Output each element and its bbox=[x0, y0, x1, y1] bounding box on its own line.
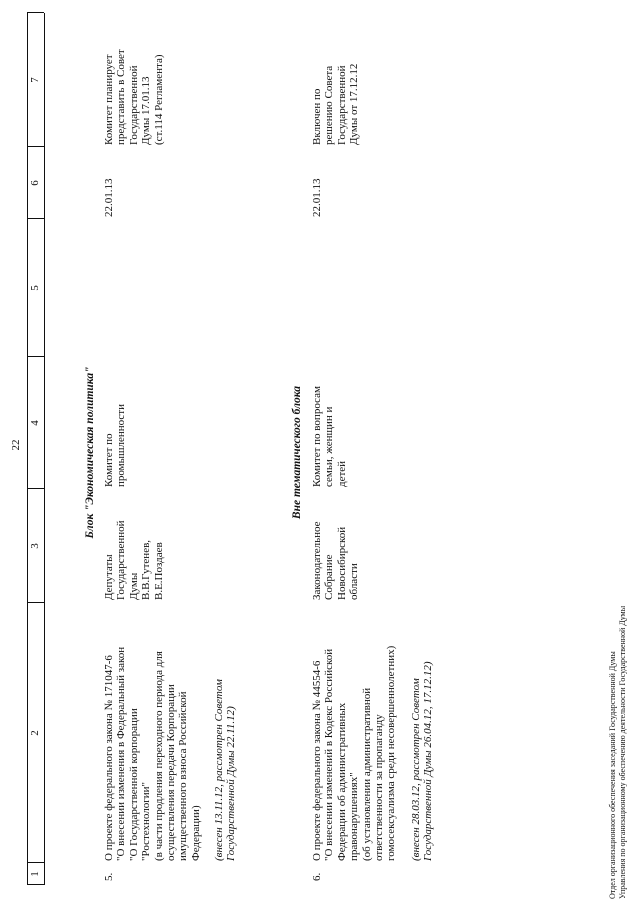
column-number-6: 6 bbox=[29, 180, 41, 186]
section-heading-economic: Блок "Экономическая политика" bbox=[84, 366, 96, 539]
header-top-border bbox=[27, 13, 28, 885]
bill-description: О проекте федерального закона № 171047-6 "О внесении изменения в Федеральный закон "О Государственной корпорации "Ростехнологии" (в части продления переходного периода для осуществления передачи Корпорации имущественного взноса Российской Федерации) bbox=[103, 646, 202, 861]
column-number-5: 5 bbox=[29, 285, 41, 291]
column-number-2: 2 bbox=[29, 730, 41, 736]
responsible-committee: Комитет по вопросам семьи, женщин и детей bbox=[311, 386, 348, 487]
header-bottom-border bbox=[44, 13, 45, 885]
section-heading-outside-block: Вне тематического блока bbox=[291, 385, 303, 520]
column-number-3: 3 bbox=[29, 543, 41, 549]
column-number-1: 1 bbox=[29, 871, 41, 877]
bill-authors: Депутаты Государственной Думы В.В.Гутенев, В.Е.Поздаев bbox=[103, 520, 165, 600]
footer-line-1: Отдел организационного обеспечения заседаний Государственной Думы bbox=[608, 651, 617, 899]
row-number: 5. bbox=[103, 872, 115, 881]
status: Включен по решению Совета Государственной Думы от 17.12.12 bbox=[311, 63, 361, 145]
column-number-7: 7 bbox=[29, 77, 41, 83]
responsible-committee: Комитет по промышленности bbox=[103, 404, 128, 487]
bill-submission-note: (внесен 28.03.12, рассмотрен Советом Государственной Думы 26.04.12, 17.12.12) bbox=[410, 661, 435, 861]
status: Комитет планирует представить в Совет Государственной Думы 17.01.13 (ст.114 Регламента) bbox=[103, 49, 165, 145]
date: 22.01.13 bbox=[311, 178, 323, 217]
footer-line-2: Управления по организационному обеспечению деятельности Государственной Думы bbox=[618, 605, 627, 899]
date: 22.01.13 bbox=[103, 178, 115, 217]
bill-authors: Законодательное Собрание Новосибирской области bbox=[311, 521, 361, 600]
row-number: 6. bbox=[311, 872, 323, 881]
bill-description: О проекте федерального закона № 44554-6 "О внесении изменений в Кодекс Российской Федерации об административных правонарушениях" (об установлении административной ответственности за пропаганду гомосексуализма среди несовершеннолетних) bbox=[311, 645, 398, 861]
page-number: 22 bbox=[10, 439, 22, 451]
bill-submission-note: (внесен 13.11.12, рассмотрен Советом Государственной Думы 22.11.12) bbox=[213, 679, 238, 861]
column-number-4: 4 bbox=[29, 420, 41, 426]
